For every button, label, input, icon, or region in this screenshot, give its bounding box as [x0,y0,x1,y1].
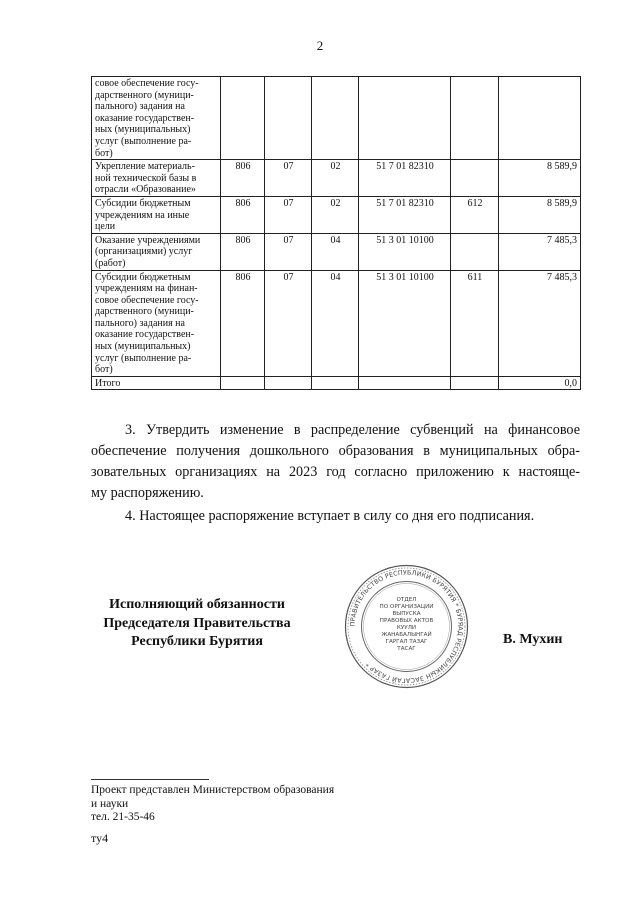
cell-name-line: услуг (выполнение ра- [95,135,192,147]
cell-name-line: дарственного (муници- [95,89,194,101]
cell-name-line: оказание государствен- [95,112,195,124]
cell-name-line: бот) [95,364,113,376]
cell-ministry: 806 [221,270,265,376]
seal-center-line: ПО ОРГАНИЗАЦИИ [379,604,434,610]
cell-name [92,270,221,376]
cell-amount: 7 485,3 [499,270,581,376]
footnote [91,784,334,825]
cell-name [92,196,221,233]
table-row [92,77,581,160]
cell-ministry: 806 [221,196,265,233]
seal-center-line: ОТДЕЛ [396,597,417,603]
cell-name-line: услуг (выполнение ра- [95,352,192,364]
cell-expense-type: 612 [451,196,499,233]
cell-subsection: 02 [312,160,359,197]
cell-name [92,160,221,197]
cell-name-line: оказание государствен- [95,329,195,341]
footnote-line: Проект представлен Министерством образования [91,784,335,796]
seal-center-line: ГАРГАЛ ТАЗАГ [385,639,428,645]
cell-name-line: совое обеспечение госу- [95,78,199,89]
cell-name [92,77,221,160]
document-code: ту4 [91,831,109,845]
table-row [92,160,581,197]
cell-amount: 8 589,9 [499,196,581,233]
cell-ministry [221,77,265,160]
cell-subsection [312,376,359,390]
cell-target [359,376,451,390]
seal-center-line: ВЫПУСКА [392,611,421,617]
cell-target [359,77,451,160]
cell-name-line: пального) задания на [95,101,185,113]
cell-target: 51 3 01 10100 [359,233,451,270]
cell-section: 07 [265,160,312,197]
cell-target: 51 3 01 10100 [359,270,451,376]
cell-name-line: ных (муниципальных) [95,341,191,353]
budget-table [91,76,581,390]
cell-name-line: ной технической базы в [95,172,197,184]
signatory-title-line: Исполняющий обязанности [109,597,285,612]
cell-target: 51 7 01 82310 [359,160,451,197]
signatory-name: В. Мухин [503,632,563,647]
cell-name-line: цели [95,221,116,233]
table-row [92,196,581,233]
cell-name-line: Оказание учреждениями [95,234,201,246]
cell-section [265,376,312,390]
paragraph-3-line: обеспечение получения дошкольного образования в муниципальных обра- [91,443,580,459]
cell-section: 07 [265,196,312,233]
cell-ministry: 806 [221,160,265,197]
cell-section [265,77,312,160]
cell-name-line: Субсидии бюджетным [95,197,191,209]
signatory-title-line: Председателя Правительства [103,615,291,631]
cell-name-line: Итого [95,377,121,389]
cell-amount: 8 589,9 [499,160,581,197]
cell-amount [499,77,581,160]
cell-name-line: совое обеспечение госу- [95,294,199,306]
cell-expense-type [451,77,499,160]
cell-subsection [312,77,359,160]
cell-amount: 0,0 [499,376,581,390]
seal-center-line: КУУЛИ [396,625,417,631]
cell-ministry [221,376,265,390]
footnote-line: и науки [91,797,129,810]
paragraph-3 [91,420,580,504]
page-number: 2 [316,38,324,53]
cell-name-line: бот) [95,147,113,159]
paragraph-4: 4. Настоящее распоряжение вступает в силу со дня его подписания. [125,508,535,524]
cell-name-line: учреждениям на финан- [95,283,198,295]
official-seal-stamp [343,563,470,690]
cell-subsection: 04 [312,270,359,376]
seal-center-line: ПРАВОВЫХ АКТОВ [379,618,434,624]
cell-name-line: (работ) [95,257,126,269]
signatory-title [93,596,301,652]
cell-expense-type [451,233,499,270]
cell-name-line: отрасли «Образование» [95,184,196,196]
cell-name-line: Укрепление материаль- [95,161,195,173]
cell-section: 07 [265,270,312,376]
cell-subsection: 04 [312,233,359,270]
cell-name-line: Субсидии бюджетным [95,271,191,283]
cell-name-line: дарственного (муници- [95,306,194,318]
cell-name [92,233,221,270]
cell-name-line: (организациями) услуг [95,246,193,258]
table-row [92,233,581,270]
seal-center-line: ЖАНАБАЛЫНГАЙ [381,632,432,638]
cell-expense-type: 611 [451,270,499,376]
paragraph-3-line: 3. Утвердить изменение в распределение субвенций на финансовое [125,422,580,438]
seal-center-line: ТАСАГ [397,646,416,652]
cell-expense-type [451,376,499,390]
paragraph-3-line: му распоряжению. [91,485,204,501]
cell-expense-type [451,160,499,197]
cell-subsection: 02 [312,196,359,233]
seal-ring-text: ПРАВИТЕЛЬСТВО РЕСПУБЛИКИ БУРЯТИЯ * БУРЯАД РЕСПУБЛИКЫН ЗАСАГАЙ ГАЗАР * [349,569,464,684]
cell-name-line: пального) задания на [95,317,185,329]
signatory-title-line: Республики Бурятия [131,634,263,649]
cell-amount: 7 485,3 [499,233,581,270]
footnote-divider [91,779,209,780]
paragraph-3-line: зовательных организациях на 2023 год согласно приложению к настояще- [91,464,580,480]
cell-name-line: учреждениям на иные [95,209,190,221]
table-row [92,270,581,376]
cell-section: 07 [265,233,312,270]
cell-name [92,376,221,390]
table-row [92,376,581,390]
cell-name-line: ных (муниципальных) [95,124,191,136]
footnote-line: тел. 21-35-46 [91,811,155,823]
cell-target: 51 7 01 82310 [359,196,451,233]
cell-ministry: 806 [221,233,265,270]
